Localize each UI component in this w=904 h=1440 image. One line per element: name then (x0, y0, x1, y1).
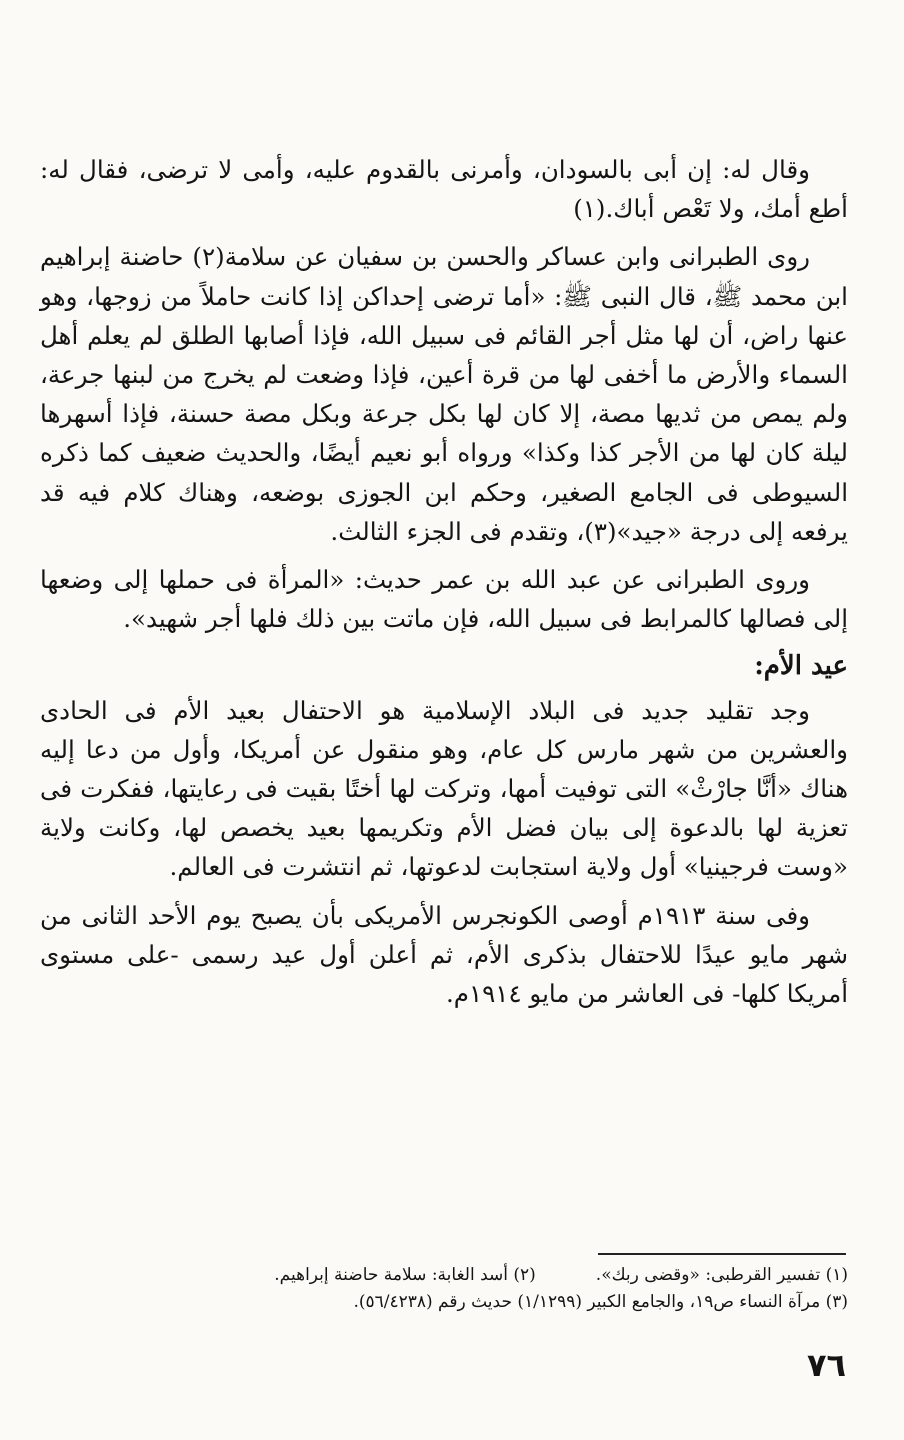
paragraph-mothers-day-origin: وجد تقليد جديد فى البلاد الإسلامية هو الاحتفال بعيد الأم فى الحادى والعشرين من شهر مارس كل عام، وهو منقول عن أمريكا، وأول من دعا إليه هناك «أنَّا جارْثْ» التى توفيت أمها، وتركت لها أختًا بقيت فى رعايتها، ففكرت فى تعزية لها بالدعوة إلى بيان فضل الأم وتكريمها بعيد يخصص لها، وكانت ولاية «وست فرجينيا» أول ولاية استجابت لدعوتها، ثم انتشرت فى العالم. (40, 695, 848, 882)
footnote-divider (598, 1253, 846, 1255)
footnote-1: (١) تفسير القرطبى: «وقضى ربك». (595, 1265, 848, 1285)
page-number: ٧٦ (806, 1346, 846, 1384)
footnotes (40, 1262, 848, 1316)
paragraph-obedience: وقال له: إن أبى بالسودان، وأمرنى بالقدوم عليه، وأمى لا ترضى، فقال له: أطع أمك، ولا تَعْص أباك.(١) (40, 155, 848, 224)
footnote-2: (٢) أسد الغابة: سلامة حاضنة إبراهيم. (274, 1265, 536, 1285)
paragraph-pregnancy-hadith: روى الطبرانى وابن عساكر والحسن بن سفيان عن سلامة(٢) حاضنة إبراهيم ابن محمد ﷺ، قال النبى ﷺ: «أما ترضى إحداكن إذا كانت حاملاً من زوجها، وهو عنها راض، أن لها مثل أجر القائم فى سبيل الله، فإذا أصابها الطلق لم يعلم أهل السماء والأرض ما أخفى لها من قرة أعين، فإذا وضعت لم يخرج من لبنها جرعة، ولم يمص من ثديها مصة، إلا كان لها بكل جرعة وبكل مصة حسنة، فإذا أسهرها ليلة كان لها من الأجر كذا وكذا» ورواه أبو نعيم أيضًا، والحديث ضعيف كما ذكره السيوطى فى الجامع الصغير، وحكم ابن الجوزى بوضعه، وهناك كلام فيه قد يرفعه إلى درجة «جيد»(٣)، وتقدم فى الجزء الثالث. (40, 242, 848, 546)
paragraph-congress-1913: وفى سنة ١٩١٣م أوصى الكونجرس الأمريكى بأن يصبح يوم الأحد الثانى من شهر مايو عيدًا للاحتفال بذكرى الأم، ثم أعلن أول عيد رسمى -على مستوى أمريكا كلها- فى العاشر من مايو ١٩١٤م. (40, 900, 848, 1009)
footnote-3: (٣) مرآة النساء ص١٩، والجامع الكبير (١/١٢٩٩) حديث رقم (٥٦/٤٢٣٨). (353, 1292, 848, 1312)
paragraph-murabit-hadith: وروى الطبرانى عن عبد الله بن عمر حديث: «المرأة فى حملها إلى وضعها إلى فصالها كالمرابط فى سبيل الله، فإن ماتت بين ذلك فلها أجر شهيد». (40, 565, 848, 634)
section-heading-mothers-day: عيد الأم: (754, 651, 848, 682)
footnote-row (40, 1262, 848, 1289)
main-text (40, 150, 848, 1022)
